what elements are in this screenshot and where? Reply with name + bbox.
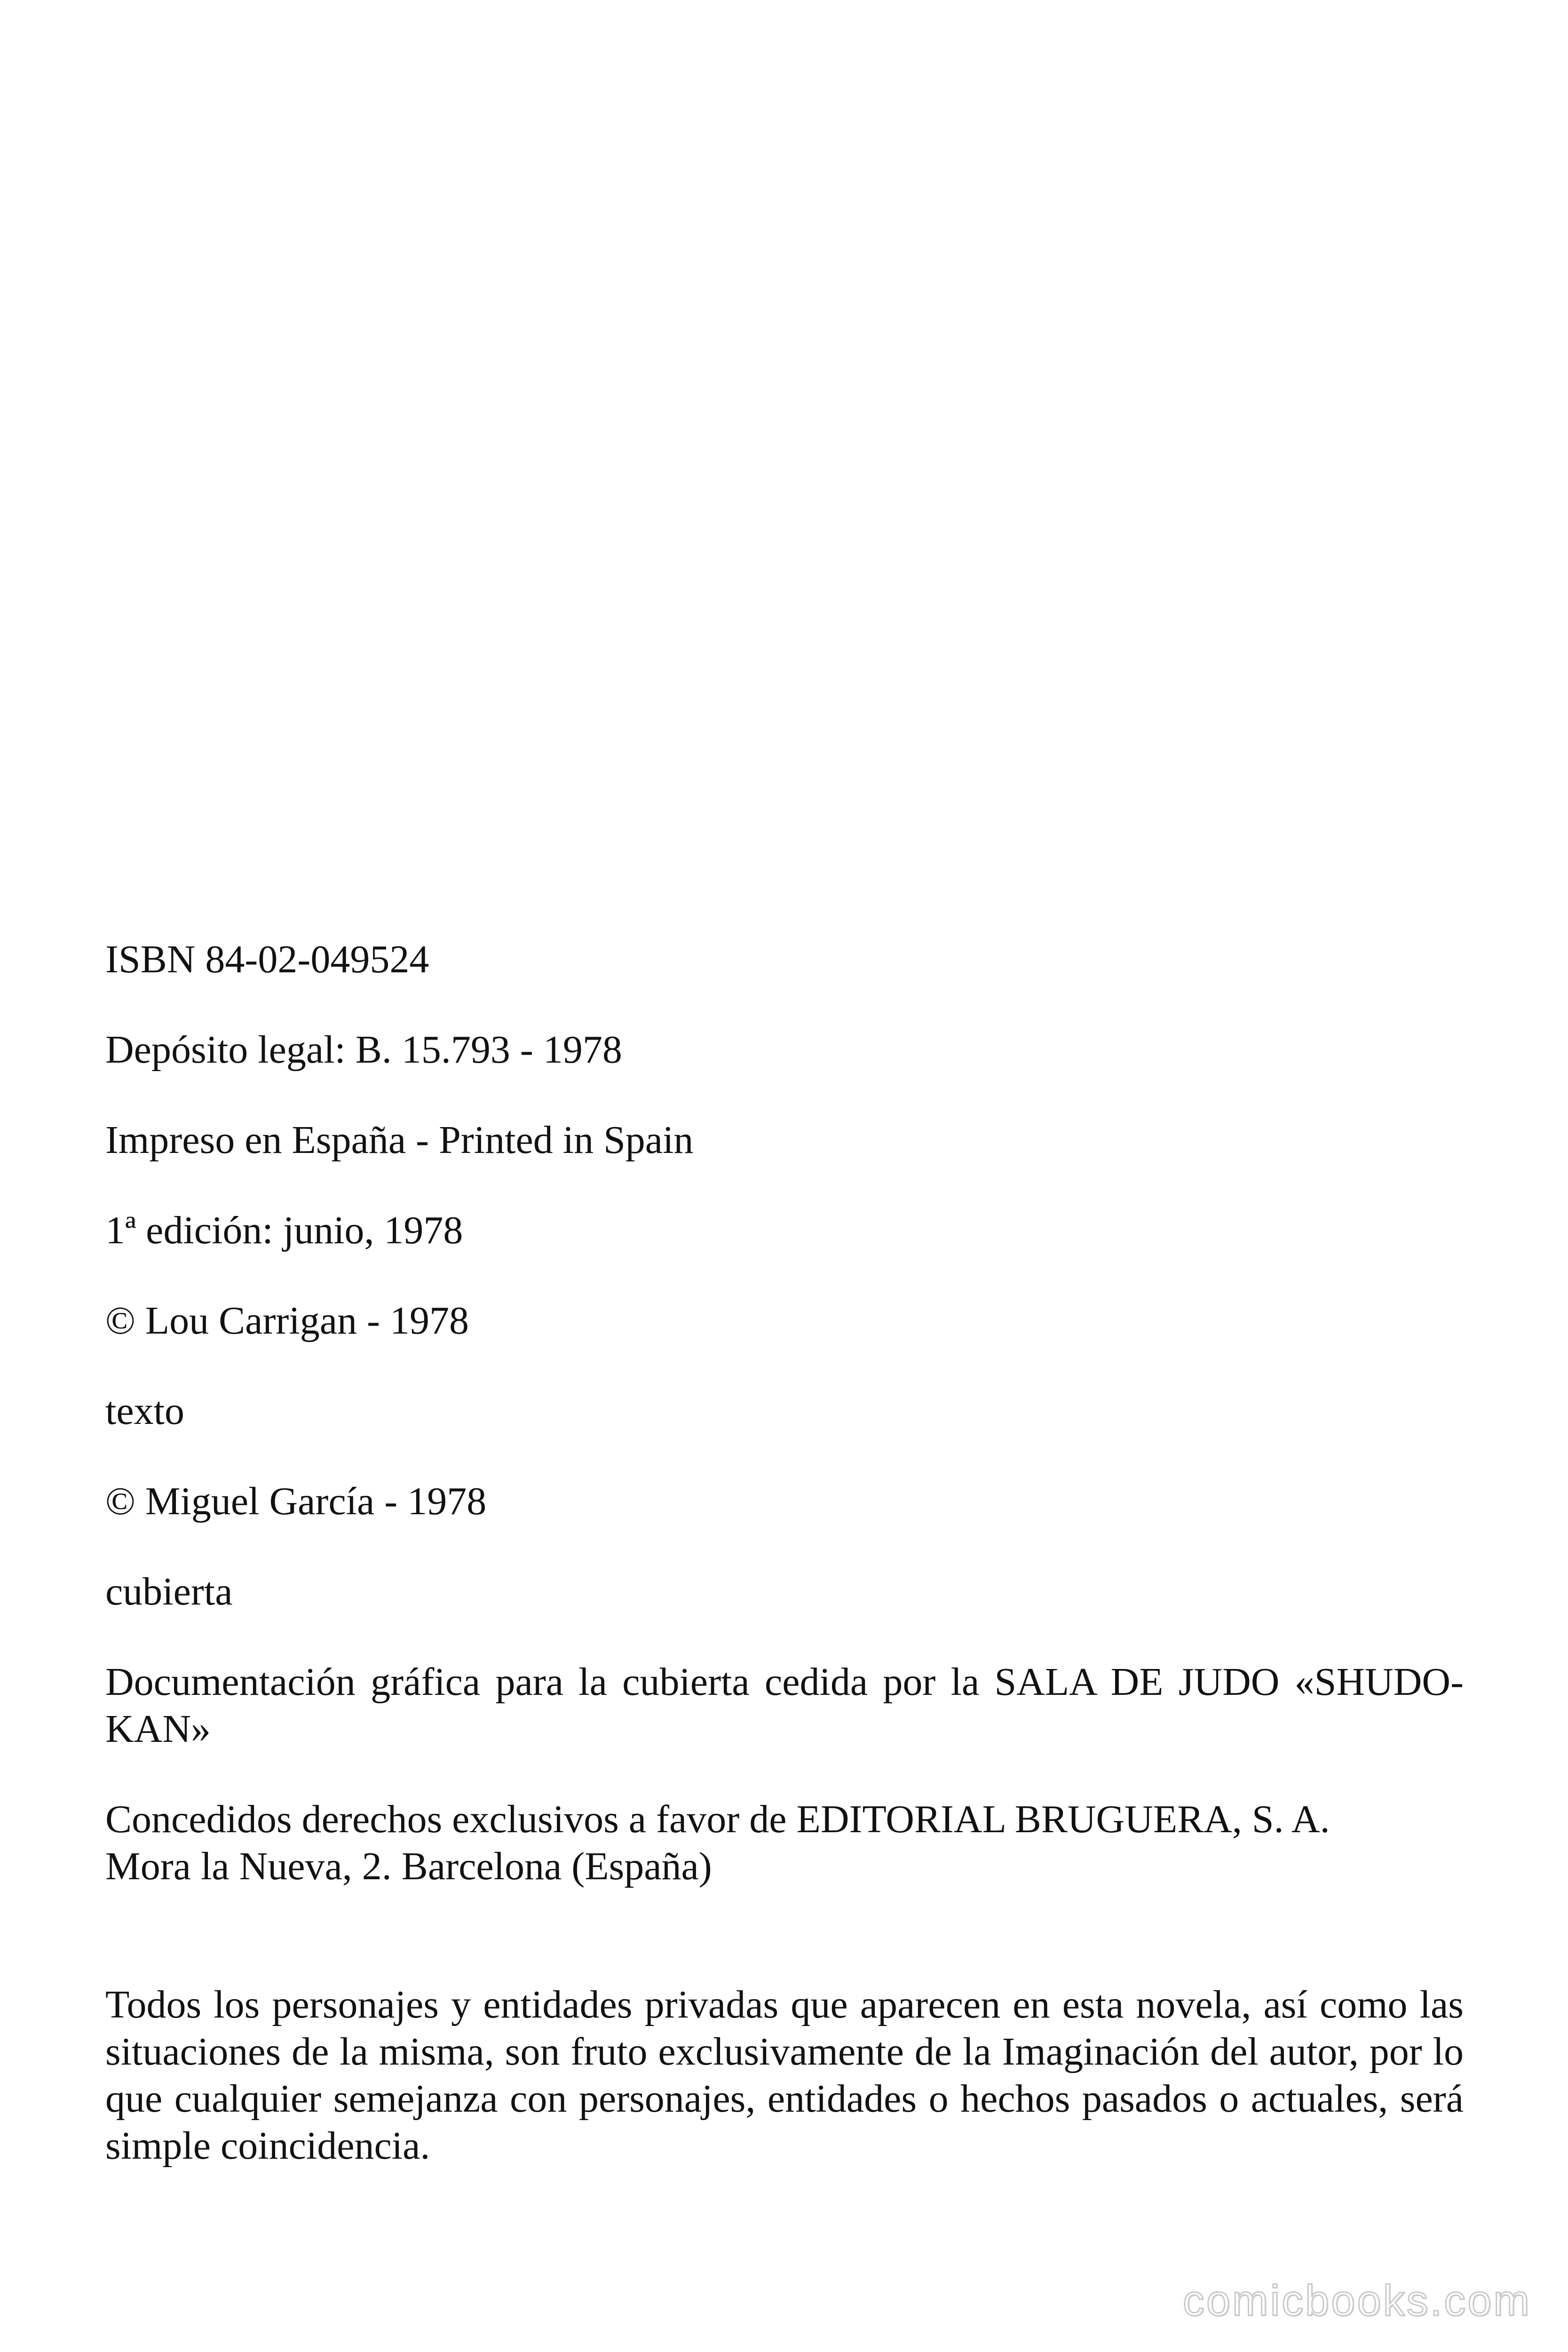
text-copyright-line: © Lou Carrigan - 1978 — [105, 1299, 469, 1343]
cover-copyright-line: © Miguel García - 1978 — [105, 1479, 487, 1523]
cover-documentation-paragraph: Documentación gráfica para la cubierta cedida por la SALA DE JUDO «SHUDO- KAN» — [105, 1660, 1464, 1751]
rights-line-2: Mora la Nueva, 2. Barcelona (España) — [105, 1844, 712, 1888]
watermark-logo: comicbooks.com — [1182, 2277, 1531, 2325]
edition-line: 1ª edición: junio, 1978 — [105, 1208, 463, 1252]
text-credit-label: texto — [105, 1389, 184, 1433]
disclaimer-paragraph: Todos los personajes y entidades privadas que aparecen en esta novela, así como las situaciones de la misma, son fruto exclusivamente de la Imaginación del autor, por lo que cualquier semejanza con personajes, entidades o hechos pasados o actuales, será simple coincidencia. — [105, 1983, 1464, 2168]
cover-credit-label: cubierta — [105, 1570, 233, 1613]
colophon-block — [105, 936, 1464, 2213]
deposito-legal-line: Depósito legal: B. 15.793 - 1978 — [105, 1028, 622, 1072]
printed-in-line: Impreso en España - Printed in Spain — [105, 1118, 694, 1162]
rights-paragraph — [105, 1796, 1464, 1890]
rights-line-1: Concedidos derechos exclusivos a favor de EDITORIAL BRUGUERA, S. A. — [105, 1797, 1330, 1841]
isbn-line: ISBN 84-02-049524 — [105, 938, 429, 981]
